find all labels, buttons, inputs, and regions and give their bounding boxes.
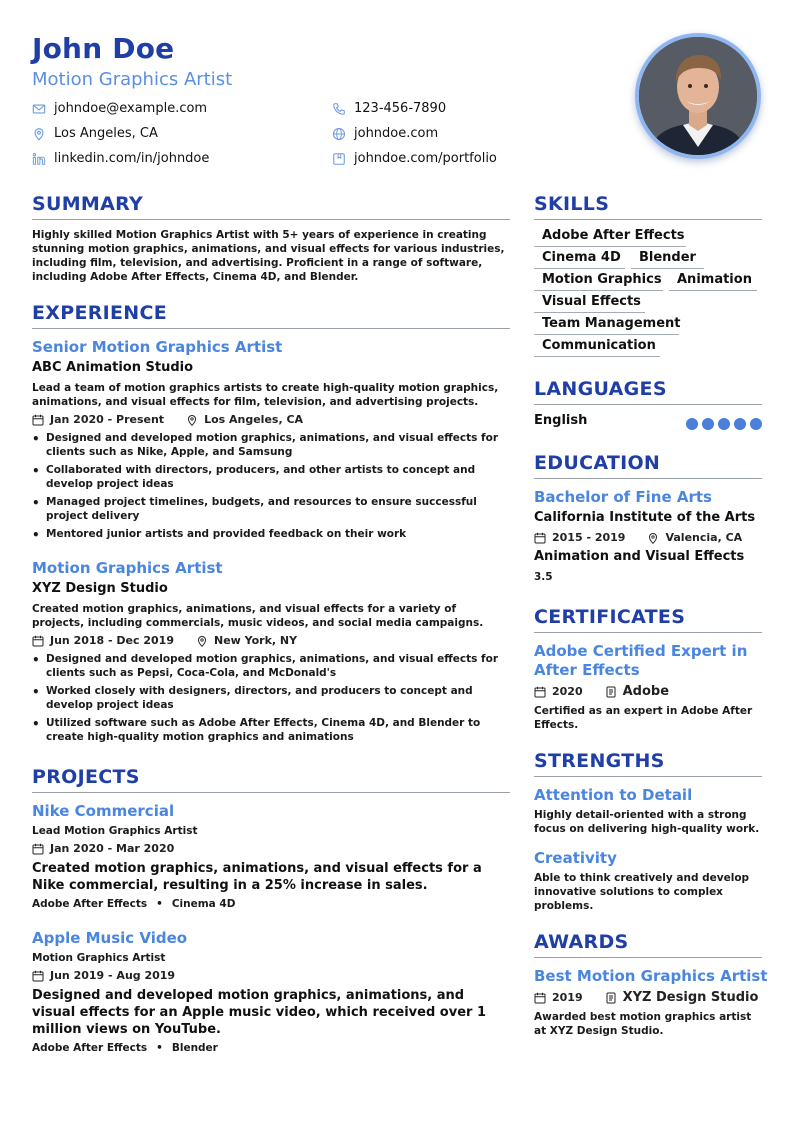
project-tool: Blender	[171, 1042, 218, 1054]
calendar-icon	[534, 686, 546, 698]
contact-phone[interactable]	[332, 101, 446, 116]
certificate-issuer: Adobe	[622, 684, 670, 699]
calendar-icon	[32, 635, 44, 647]
skills-heading: SKILLS	[534, 193, 610, 215]
contact-phone-text: 123-456-7890	[354, 101, 447, 116]
project-tools	[32, 1042, 218, 1054]
languages-divider	[534, 404, 762, 405]
summary-divider	[32, 219, 510, 220]
job-meta	[32, 413, 303, 426]
language-level-dot	[686, 418, 698, 430]
candidate-title: Motion Graphics Artist	[32, 69, 233, 90]
award-year: 2019	[552, 991, 583, 1004]
certificate-description: Certified as an expert in Adobe After Effects.	[534, 705, 753, 731]
skill-tag: Adobe After Effects	[534, 228, 686, 247]
globe-icon	[332, 127, 346, 141]
education-divider	[534, 478, 762, 479]
education-degree: Bachelor of Fine Arts	[534, 488, 712, 506]
certificates-divider	[534, 632, 762, 633]
job-bullet: • Utilized software such as Adobe After Effects, Cinema 4D, and Blender to create high-quality motion graphics and animations	[32, 716, 510, 744]
language-level-dot	[750, 418, 762, 430]
education-meta	[534, 531, 742, 544]
phone-icon	[332, 102, 346, 116]
skill-tag: Blender	[631, 250, 704, 269]
calendar-icon	[534, 532, 546, 544]
separator-dot: •	[156, 898, 163, 910]
location-pin-icon	[196, 635, 208, 647]
job-bullet: • Managed project timelines, budgets, and resources to ensure successful project delivery	[32, 495, 510, 523]
bookmark-icon	[332, 152, 346, 166]
job-description: Created motion graphics, animations, and visual effects for a variety of projects, including commercials, music videos, and social media campaigns.	[32, 603, 484, 629]
project-tool: Adobe After Effects	[32, 1042, 148, 1054]
strength-name: Creativity	[534, 849, 617, 867]
project-role: Motion Graphics Artist	[32, 952, 166, 964]
job-location: Los Angeles, CA	[204, 413, 304, 426]
award-description: Awarded best motion graphics artist at XYZ Design Studio.	[534, 1011, 752, 1037]
linkedin-icon	[32, 152, 46, 166]
education-location: Valencia, CA	[665, 531, 743, 544]
awards-divider	[534, 957, 762, 958]
job-dates: Jun 2018 - Dec 2019	[50, 634, 174, 647]
contact-website[interactable]	[332, 126, 438, 141]
skill-tag: Team Management	[534, 316, 679, 335]
job-bullet: • Collaborated with directors, producers, and other artists to concept and develop project ideas	[32, 463, 510, 491]
certificates-heading: CERTIFICATES	[534, 606, 686, 628]
project-tools	[32, 898, 235, 910]
project-meta	[32, 842, 174, 855]
job-dates: Jan 2020 - Present	[50, 413, 165, 426]
avatar-photo	[639, 37, 757, 155]
skill-tag: Animation	[669, 272, 757, 291]
contact-linkedin-text: linkedin.com/in/johndoe	[54, 151, 210, 166]
summary-text: Highly skilled Motion Graphics Artist with 5+ years of experience in creating stunning motion graphics, animations, and visual effects for various industries, including film, television, and advertising. Proficient in a range of software, including Adobe After Effects, Cinema 4D, and Blender.	[32, 229, 505, 283]
location-pin-icon	[32, 127, 46, 141]
strength-name: Attention to Detail	[534, 786, 693, 804]
job-location: New York, NY	[213, 634, 298, 647]
award-name: Best Motion Graphics Artist	[534, 967, 768, 985]
job-bullet: • Designed and developed motion graphics, animations, and visual effects for clients such as Pepsi, Coca-Cola, and McDonald's	[32, 652, 510, 680]
language-level-dot	[718, 418, 730, 430]
project-dates: Jan 2020 - Mar 2020	[50, 842, 175, 855]
job-company: ABC Animation Studio	[32, 360, 194, 375]
skill-tag: Communication	[534, 338, 660, 357]
job-meta	[32, 634, 297, 647]
calendar-icon	[32, 414, 44, 426]
contact-portfolio-text: johndoe.com/portfolio	[354, 151, 497, 166]
contact-email-text: johndoe@example.com	[54, 101, 208, 116]
education-heading: EDUCATION	[534, 452, 661, 474]
avatar	[635, 33, 761, 159]
project-name: Nike Commercial	[32, 802, 175, 820]
contact-portfolio[interactable]	[332, 151, 497, 166]
job-role: Senior Motion Graphics Artist	[32, 338, 283, 356]
certificate-name: Adobe Certified Expert in After Effects	[534, 642, 748, 679]
document-icon	[605, 686, 617, 698]
job-bullet: • Designed and developed motion graphics, animations, and visual effects for clients such as Nike, Apple, and Samsung	[32, 431, 510, 459]
job-bullet: • Worked closely with designers, directors, and producers to concept and develop project ideas	[32, 684, 510, 712]
projects-heading: PROJECTS	[32, 766, 140, 788]
certificate-meta	[534, 684, 669, 699]
location-pin-icon	[647, 532, 659, 544]
languages-heading: LANGUAGES	[534, 378, 667, 400]
project-description: Created motion graphics, animations, and visual effects for a Nike commercial, resulting in a 25% increase in sales.	[32, 861, 482, 893]
document-icon	[605, 992, 617, 1004]
language-level-dot	[734, 418, 746, 430]
projects-divider	[32, 792, 510, 793]
strength-description: Able to think creatively and develop innovative solutions to complex problems.	[534, 872, 750, 912]
job-company: XYZ Design Studio	[32, 581, 168, 596]
strength-description: Highly detail-oriented with a strong focus on delivering high-quality work.	[534, 809, 760, 835]
award-issuer: XYZ Design Studio	[622, 990, 759, 1005]
language-name: English	[534, 413, 588, 428]
candidate-name: John Doe	[32, 32, 175, 65]
certificate-year: 2020	[552, 685, 583, 698]
contact-website-text: johndoe.com	[354, 126, 439, 141]
project-dates: Jun 2019 - Aug 2019	[50, 969, 176, 982]
job-role: Motion Graphics Artist	[32, 559, 223, 577]
job-bullet: • Mentored junior artists and provided feedback on their work	[32, 527, 510, 541]
project-tool: Adobe After Effects	[32, 898, 148, 910]
project-tool: Cinema 4D	[171, 898, 236, 910]
education-school: California Institute of the Arts	[534, 510, 756, 525]
project-description: Designed and developed motion graphics, animations, and visual effects for an Apple music video, which received over 1 million views on YouTube.	[32, 988, 486, 1037]
award-meta	[534, 990, 758, 1005]
skill-tag: Motion Graphics	[534, 272, 663, 291]
experience-divider	[32, 328, 510, 329]
separator-dot: •	[156, 1042, 163, 1054]
project-name: Apple Music Video	[32, 929, 188, 947]
education-gpa: 3.5	[534, 571, 553, 583]
education-field: Animation and Visual Effects	[534, 549, 745, 564]
calendar-icon	[534, 992, 546, 1004]
contact-linkedin[interactable]	[32, 151, 209, 166]
project-meta	[32, 969, 175, 982]
strengths-heading: STRENGTHS	[534, 750, 665, 772]
calendar-icon	[32, 970, 44, 982]
education-dates: 2015 - 2019	[552, 531, 626, 544]
awards-heading: AWARDS	[534, 931, 629, 953]
summary-heading: SUMMARY	[32, 193, 144, 215]
language-level-dot	[702, 418, 714, 430]
skill-tag: Visual Effects	[534, 294, 645, 313]
mail-icon	[32, 102, 46, 116]
contact-location-text: Los Angeles, CA	[54, 126, 158, 141]
experience-heading: EXPERIENCE	[32, 302, 168, 324]
project-role: Lead Motion Graphics Artist	[32, 825, 198, 837]
calendar-icon	[32, 843, 44, 855]
contact-location	[32, 126, 158, 141]
language-level-dots	[682, 418, 762, 430]
location-pin-icon	[186, 414, 198, 426]
contact-email[interactable]	[32, 101, 207, 116]
skills-divider	[534, 219, 762, 220]
strengths-divider	[534, 776, 762, 777]
skill-tag: Cinema 4D	[534, 250, 625, 269]
job-description: Lead a team of motion graphics artists to create high-quality motion graphics, animations, and visual effects for film, television, and advertising projects.	[32, 382, 499, 408]
